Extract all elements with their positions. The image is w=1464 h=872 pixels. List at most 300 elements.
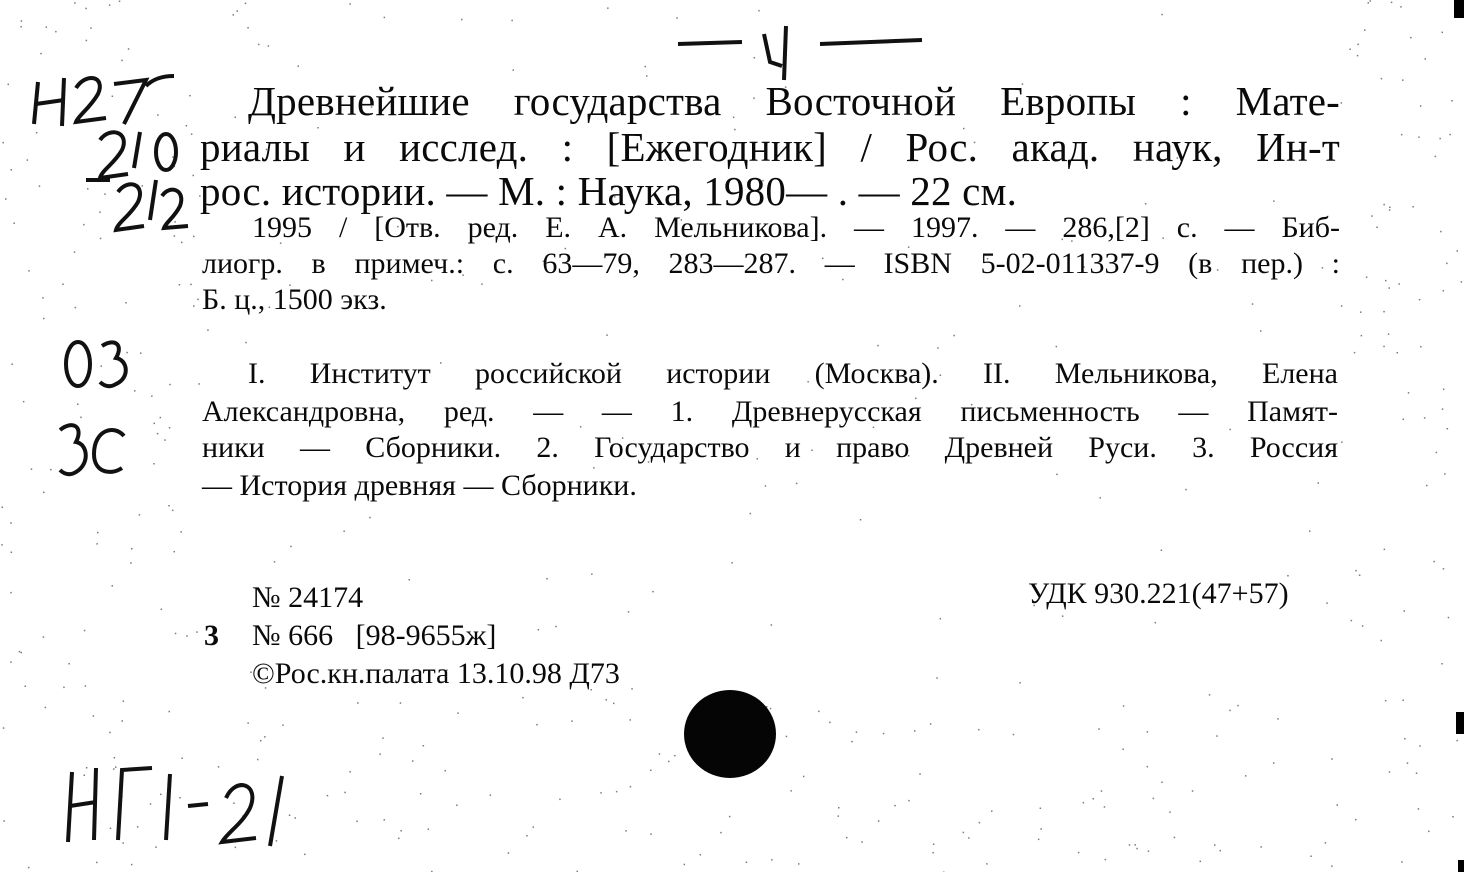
scan-speck xyxy=(428,829,430,831)
scan-speck xyxy=(1397,352,1399,354)
scan-speck xyxy=(979,822,981,824)
scan-speck xyxy=(829,722,831,724)
scan-speck xyxy=(1216,735,1218,737)
scan-speck xyxy=(197,299,199,301)
scan-speck xyxy=(1442,32,1444,33)
scan-speck xyxy=(1062,615,1064,617)
scan-speck xyxy=(10,522,12,524)
scan-speck xyxy=(978,729,980,731)
scan-speck xyxy=(526,835,528,837)
scan-speck xyxy=(75,307,77,309)
scan-speck xyxy=(838,807,840,809)
scan-speck xyxy=(11,552,13,554)
scan-speck xyxy=(8,84,10,86)
scan-speck xyxy=(40,53,42,55)
scan-speck xyxy=(786,736,788,738)
scan-speck xyxy=(349,771,351,773)
scan-speck xyxy=(1368,2,1370,4)
scan-speck xyxy=(384,819,386,821)
scan-speck xyxy=(122,720,124,722)
scan-speck xyxy=(154,423,156,425)
scan-speck xyxy=(290,546,292,548)
scan-speck xyxy=(645,66,647,68)
scan-speck xyxy=(1389,287,1391,289)
scan-speck xyxy=(1385,700,1387,702)
scan-speck xyxy=(398,838,400,840)
scan-speck xyxy=(198,383,200,385)
scan-speck xyxy=(1252,303,1254,305)
scan-speck xyxy=(190,284,192,286)
scan-speck xyxy=(1403,419,1405,421)
scan-speck xyxy=(1426,485,1428,487)
scan-speck xyxy=(1,544,3,546)
scan-speck xyxy=(423,745,425,747)
scan-speck xyxy=(1040,808,1042,810)
scan-speck xyxy=(630,719,632,721)
scan-speck xyxy=(1229,710,1231,712)
scan-speck xyxy=(74,2,76,4)
scan-speck xyxy=(1277,718,1279,720)
scan-speck xyxy=(1318,482,1320,484)
scan-speck xyxy=(1341,305,1343,307)
scan-speck xyxy=(1273,200,1275,202)
scan-speck xyxy=(245,342,247,344)
scan-speck xyxy=(860,519,862,521)
scan-speck xyxy=(90,27,92,29)
scan-speck xyxy=(43,318,45,320)
scan-speck xyxy=(97,532,99,534)
volume-line: лиогр. в примеч.: с. 63—79, 283—287. — ISBN 5-02-011337-9 (в пер.) : xyxy=(202,247,1341,280)
scan-speck xyxy=(1098,728,1100,730)
scan-speck xyxy=(1449,134,1451,136)
scan-speck xyxy=(109,4,111,6)
scan-speck xyxy=(838,815,840,817)
scan-speck xyxy=(613,703,615,705)
scan-speck xyxy=(930,723,932,725)
scan-speck xyxy=(729,816,731,818)
scan-speck xyxy=(258,44,260,46)
scan-speck xyxy=(511,20,513,22)
scan-speck xyxy=(758,10,760,12)
scan-speck xyxy=(1359,575,1361,577)
scan-speck xyxy=(175,633,177,635)
scan-speck xyxy=(1452,816,1454,818)
scan-speck xyxy=(43,636,45,638)
scan-speck xyxy=(1407,762,1409,764)
scan-speck xyxy=(160,417,162,419)
scan-speck xyxy=(1388,333,1390,335)
scan-speck xyxy=(536,724,538,726)
scan-speck xyxy=(343,531,345,533)
scan-speck xyxy=(790,790,792,792)
scan-speck xyxy=(1331,865,1333,867)
card-number-2: № 666 [98-9655ж] xyxy=(252,619,497,652)
scan-speck xyxy=(235,117,237,119)
scan-speck xyxy=(1309,530,1311,532)
scan-speck xyxy=(750,513,752,515)
scan-speck xyxy=(119,1,121,3)
scan-speck xyxy=(1364,29,1366,31)
scan-speck xyxy=(151,395,153,397)
scan-speck xyxy=(131,864,133,866)
scan-speck xyxy=(803,776,805,778)
scan-speck xyxy=(349,3,351,5)
scan-speck xyxy=(555,626,557,628)
scan-speck xyxy=(282,724,284,726)
scan-speck xyxy=(1122,749,1124,751)
scan-speck xyxy=(456,805,458,807)
scan-speck xyxy=(600,792,602,794)
scan-speck xyxy=(168,505,170,507)
scan-speck xyxy=(606,699,608,701)
scan-speck xyxy=(591,573,593,575)
scan-speck xyxy=(937,347,939,349)
scan-speck xyxy=(1192,790,1194,792)
scan-speck xyxy=(96,543,98,545)
scan-speck xyxy=(940,618,942,620)
scan-speck xyxy=(2,507,4,509)
scan-speck xyxy=(1040,828,1042,830)
scan-speck xyxy=(1174,837,1176,839)
scan-speck xyxy=(1310,856,1312,858)
scan-speck xyxy=(798,863,800,865)
scan-speck xyxy=(1446,263,1448,265)
scan-speck xyxy=(878,820,880,822)
scan-speck xyxy=(1078,852,1080,854)
scan-speck xyxy=(908,800,910,802)
scan-speck xyxy=(11,169,13,171)
scan-speck xyxy=(68,663,70,665)
volume-line: 1995 / [Отв. ред. Е. А. Мельникова]. — 1997. — 286,[2] с. — Биб- xyxy=(252,211,1340,244)
scan-speck xyxy=(522,697,524,699)
scan-speck xyxy=(1456,740,1458,742)
scan-speck xyxy=(327,795,329,797)
scan-speck xyxy=(1461,281,1463,283)
scan-speck xyxy=(1384,549,1386,551)
scan-speck xyxy=(1361,335,1363,337)
scan-speck xyxy=(1371,215,1373,217)
scan-speck xyxy=(1439,138,1441,140)
scan-speck xyxy=(936,677,938,679)
scan-speck xyxy=(21,652,23,654)
scan-speck xyxy=(1354,352,1356,354)
scan-speck xyxy=(1245,775,1247,777)
scan-speck xyxy=(1013,734,1015,736)
scan-speck xyxy=(1442,408,1444,410)
scan-speck xyxy=(260,740,262,742)
scan-speck xyxy=(986,863,988,865)
scan-speck xyxy=(298,65,300,67)
scan-speck xyxy=(533,826,535,828)
scan-speck xyxy=(1436,452,1438,454)
scan-speck xyxy=(400,830,402,832)
scan-speck xyxy=(508,852,510,854)
scan-speck xyxy=(1161,782,1163,784)
scan-speck xyxy=(13,223,15,225)
scan-speck xyxy=(676,17,678,19)
scan-speck xyxy=(161,609,163,611)
scan-speck xyxy=(74,251,76,253)
scan-speck xyxy=(1019,305,1021,307)
scan-speck xyxy=(1169,811,1171,813)
scan-speck xyxy=(1420,346,1422,348)
scan-speck xyxy=(731,562,733,564)
scan-speck xyxy=(1389,207,1391,209)
scan-speck xyxy=(1185,489,1187,491)
scan-speck xyxy=(3,820,5,822)
right-edge-mark xyxy=(1458,860,1464,872)
scan-speck xyxy=(264,736,266,738)
scan-speck xyxy=(1337,804,1339,806)
scan-speck xyxy=(933,844,935,846)
scan-speck xyxy=(179,284,181,286)
scan-speck xyxy=(169,711,171,713)
scan-speck xyxy=(538,629,540,631)
scan-speck xyxy=(10,661,12,663)
scan-speck xyxy=(174,551,176,553)
scan-speck xyxy=(1360,311,1362,313)
scan-speck xyxy=(1389,771,1391,773)
scan-speck xyxy=(1447,428,1449,430)
scan-speck xyxy=(953,335,955,337)
scan-speck xyxy=(1209,694,1211,696)
scan-speck xyxy=(1200,861,1202,863)
scan-speck xyxy=(356,821,358,823)
scan-speck xyxy=(1376,227,1378,229)
scan-speck xyxy=(571,720,573,722)
scan-speck xyxy=(1325,842,1327,844)
scan-speck xyxy=(193,305,195,307)
scan-speck xyxy=(121,60,123,62)
scan-speck xyxy=(1237,705,1239,707)
scan-speck xyxy=(1398,283,1400,285)
scan-speck xyxy=(631,688,633,690)
handwritten-mark-03 xyxy=(58,330,138,400)
scan-speck xyxy=(139,514,141,516)
scan-speck xyxy=(3,727,5,729)
scan-speck xyxy=(1100,497,1102,499)
scan-speck xyxy=(112,585,114,587)
scan-speck xyxy=(1326,602,1328,604)
scan-speck xyxy=(461,19,463,21)
handwritten-code-n27 xyxy=(28,62,198,242)
scan-speck xyxy=(84,630,86,632)
scan-speck xyxy=(28,867,30,869)
scan-speck xyxy=(1391,2,1393,3)
scan-speck xyxy=(1451,100,1453,102)
scan-speck xyxy=(1104,806,1106,808)
scan-speck xyxy=(1362,625,1364,627)
description-line: рос. истории. — М. : Наука, 1980— . — 22 см. xyxy=(200,168,1018,214)
scan-speck xyxy=(384,17,386,19)
scan-speck xyxy=(1441,663,1443,665)
scan-speck xyxy=(45,707,47,709)
scan-speck xyxy=(1136,848,1138,850)
scan-speck xyxy=(932,852,934,854)
scan-speck xyxy=(818,711,820,713)
copyright-line: ©Рос.кн.палата 13.10.98 Д73 xyxy=(252,657,620,690)
scan-speck xyxy=(20,26,22,28)
scan-speck xyxy=(1435,156,1437,158)
scan-speck xyxy=(968,837,970,839)
scan-speck xyxy=(172,510,174,512)
scan-speck xyxy=(1341,441,1343,443)
scan-speck xyxy=(86,40,88,42)
scan-speck xyxy=(28,270,30,272)
scan-speck xyxy=(10,592,12,594)
scan-speck xyxy=(1135,844,1137,846)
scan-speck xyxy=(1440,231,1442,233)
subject-line: I. Институт российской истории (Москва). II. Мельникова, Елена xyxy=(248,357,1338,390)
scan-speck xyxy=(85,685,87,687)
scan-speck xyxy=(400,702,402,704)
scan-speck xyxy=(62,284,64,286)
scan-speck xyxy=(1357,55,1359,57)
scan-speck xyxy=(457,712,459,714)
scan-speck xyxy=(207,329,209,331)
description-line: риалы и исслед. : [Ежегодник] / Рос. акад. наук, Ин-т xyxy=(200,124,1340,170)
scan-speck xyxy=(1416,773,1418,775)
scan-speck xyxy=(1101,790,1103,792)
scan-speck xyxy=(1443,568,1445,570)
scan-speck xyxy=(720,832,722,834)
scan-speck xyxy=(357,702,359,704)
scan-speck xyxy=(1038,839,1040,841)
scan-speck xyxy=(1385,280,1387,282)
scan-speck xyxy=(382,737,384,739)
scan-speck xyxy=(1153,798,1155,800)
handwritten-mark-3c xyxy=(54,416,134,486)
scan-speck xyxy=(96,862,98,864)
scan-speck xyxy=(1412,206,1414,208)
scan-speck xyxy=(157,433,159,435)
scan-speck xyxy=(991,810,993,812)
handwritten-code-ng1-21 xyxy=(60,754,320,854)
scan-speck xyxy=(245,3,247,5)
scan-speck xyxy=(268,45,270,47)
scan-speck xyxy=(1145,203,1147,205)
scan-speck xyxy=(77,404,79,406)
scan-speck xyxy=(153,463,155,465)
scan-speck xyxy=(616,791,618,793)
scan-speck xyxy=(668,761,670,763)
scan-speck xyxy=(1341,102,1343,104)
subject-line: — История древняя — Сборники. xyxy=(202,469,637,502)
scan-speck xyxy=(481,283,483,285)
scan-speck xyxy=(883,733,885,735)
scan-speck xyxy=(186,635,188,637)
scan-speck xyxy=(674,755,676,757)
scan-speck xyxy=(1419,299,1421,301)
scan-speck xyxy=(771,859,773,861)
scan-speck xyxy=(2,142,4,144)
scan-speck xyxy=(1408,392,1410,394)
scan-speck xyxy=(607,7,609,8)
scan-speck xyxy=(1402,700,1404,702)
scan-speck xyxy=(1418,808,1420,810)
scan-speck xyxy=(625,830,627,832)
scan-speck xyxy=(628,611,630,613)
scan-speck xyxy=(1056,346,1058,348)
scan-speck xyxy=(652,591,654,593)
top-page-mark xyxy=(670,22,930,82)
scan-speck xyxy=(131,548,133,550)
scan-speck xyxy=(1401,861,1403,863)
scan-speck xyxy=(546,578,548,580)
scan-speck xyxy=(771,624,773,626)
scan-speck xyxy=(46,26,48,28)
subject-line: Александровна, ред. — — 1. Древнерусская письменность — Памят- xyxy=(202,395,1338,428)
scan-speck xyxy=(1019,682,1021,684)
scan-speck xyxy=(796,483,798,485)
scan-speck xyxy=(1448,617,1450,619)
scan-speck xyxy=(1260,330,1262,332)
scan-speck xyxy=(1147,731,1149,733)
scan-speck xyxy=(25,686,27,688)
scan-speck xyxy=(1389,209,1391,211)
scan-speck xyxy=(646,75,648,77)
scan-speck xyxy=(914,730,916,732)
scan-speck xyxy=(684,864,686,866)
scan-speck xyxy=(1381,78,1383,80)
scan-speck xyxy=(919,773,921,775)
scan-speck xyxy=(63,687,64,689)
scan-speck xyxy=(856,731,858,733)
scan-speck xyxy=(1161,550,1163,552)
scan-speck xyxy=(379,753,381,755)
scan-speck xyxy=(237,10,239,12)
description-line: Древнейшие государства Восточной Европы : Мате- xyxy=(248,78,1340,124)
scan-speck xyxy=(1273,762,1275,764)
scan-speck xyxy=(1457,250,1459,252)
scan-speck xyxy=(247,27,249,29)
scan-speck xyxy=(19,651,21,653)
scan-speck xyxy=(23,401,25,403)
scan-speck xyxy=(130,562,132,564)
right-edge-mark xyxy=(1456,712,1464,734)
scan-speck xyxy=(196,631,198,633)
scan-speck xyxy=(123,700,125,702)
scan-speck xyxy=(274,561,276,563)
right-edge-mark xyxy=(1454,0,1464,18)
subject-line: ники — Сборники. 2. Государство и право Древней Руси. 3. Россия xyxy=(202,431,1338,464)
scan-speck xyxy=(851,741,853,743)
scan-speck xyxy=(169,384,171,386)
scan-speck xyxy=(513,69,515,71)
scan-speck xyxy=(247,722,249,724)
scan-speck xyxy=(11,364,13,366)
card-punch-hole xyxy=(684,690,776,778)
scan-speck xyxy=(963,832,965,834)
scan-speck xyxy=(1129,844,1131,846)
scan-speck xyxy=(700,854,702,856)
scan-speck xyxy=(1433,561,1435,563)
scan-speck xyxy=(1349,49,1351,51)
scan-speck xyxy=(109,732,111,734)
scan-speck xyxy=(770,708,772,710)
scan-speck xyxy=(125,302,127,304)
scan-speck xyxy=(877,345,879,347)
scan-speck xyxy=(93,715,95,717)
scan-speck xyxy=(1155,622,1157,624)
scan-speck xyxy=(1366,277,1368,279)
scan-speck xyxy=(846,837,848,839)
scan-speck xyxy=(1083,802,1085,804)
scan-speck xyxy=(369,517,371,519)
scan-speck xyxy=(630,786,632,788)
scan-speck xyxy=(42,297,44,299)
scan-speck xyxy=(1400,6,1402,8)
